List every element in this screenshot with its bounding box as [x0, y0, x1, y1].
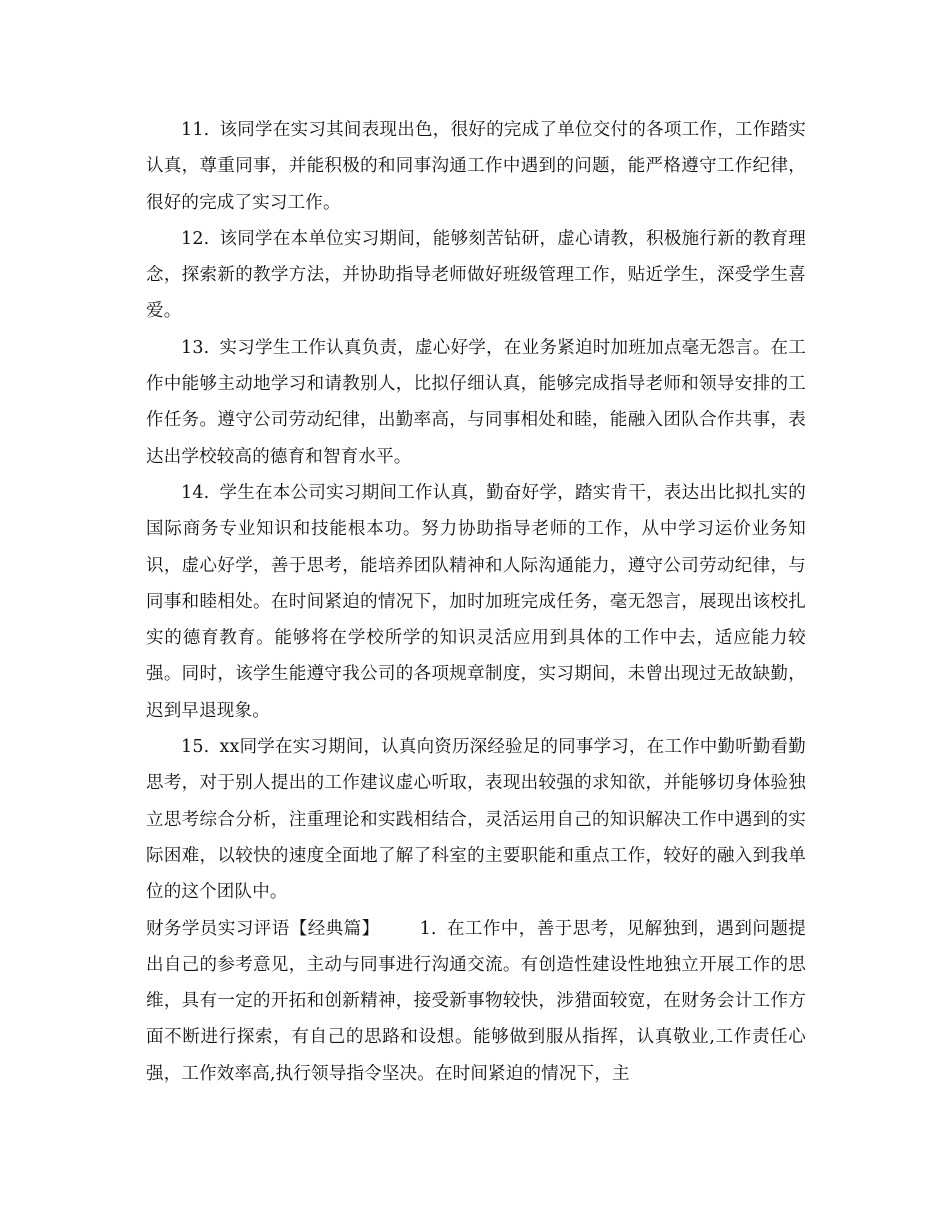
paragraph-text: 该同学在实习其间表现出色，很好的完成了单位交付的各项工作，工作踏实认真，尊重同事，并能积极的和同事沟通工作中遇到的问题，能严格遵守工作纪律，很好的完成了实习工作。: [146, 120, 806, 213]
document-page: [146, 112, 806, 1092]
paragraph-text: 实习学生工作认真负责，虚心好学，在业务紧迫时加班加点毫无怨言。在工作中能够主动地学习和请教别人，比拟仔细认真，能够完成指导老师和领导安排的工作任务。遵守公司劳动纪律，出勤率高，与同事相处和睦，能融入团队合作共事，表达出学校较高的德育和智育水平。: [146, 337, 806, 467]
section-finance-comments: [146, 911, 806, 1092]
paragraph-text: xx同学在实习期间，认真向资历深经验足的同事学习，在工作中勤听勤看勤思考，对于别人提出的工作建议虚心听取，表现出较强的求知欲，并能够切身体验独立思考综合分析，注重理论和实践相结合，灵活运用自己的知识解决工作中遇到的实际困难，以较快的速度全面地了解了科室的主要职能和重点工作，较好的融入到我单位的这个团队中。: [146, 737, 806, 903]
paragraph-12: [146, 221, 806, 330]
section-item-text: 在工作中，善于思考，见解独到，遇到问题提出自己的参考意见，主动与同事进行沟通交流。有创造性建设性地独立开展工作的思维，具有一定的开拓和创新精神，接受新事物较快，涉猎面较宽，在财务会计工作方面不断进行探索，有自己的思路和设想。能够做到服从指挥，认真敬业,工作责任心强，工作效率高,执行领导指令坚决。在时间紧迫的情况下，主: [146, 918, 806, 1084]
paragraph-number: 14.: [181, 482, 210, 503]
section-item-number: 1.: [419, 918, 437, 939]
paragraph-number: 15.: [181, 737, 210, 758]
paragraph-text: 该同学在本单位实习期间，能够刻苦钻研，虚心请教，积极施行新的教育理念，探索新的教学方法，并协助指导老师做好班级管理工作，贴近学生，深受学生喜爱。: [146, 228, 806, 322]
paragraph-11: [146, 112, 806, 221]
paragraph-13: [146, 330, 806, 475]
paragraph-14: [146, 475, 806, 729]
section-heading: 财务学员实习评语【经典篇】: [146, 918, 380, 939]
paragraph-15: [146, 729, 806, 910]
paragraph-number: 12.: [181, 228, 210, 249]
paragraph-text: 学生在本公司实习期间工作认真，勤奋好学，踏实肯干，表达出比拟扎实的国际商务专业知识和技能根本功。努力协助指导老师的工作，从中学习运价业务知识，虚心好学，善于思考，能培养团队精神和人际沟通能力，遵守公司劳动纪律，与同事和睦相处。在时间紧迫的情况下，加时加班完成任务，毫无怨言，展现出该校扎实的德育教育。能够将在学校所学的知识灵活应用到具体的工作中去，适应能力较强。同时，该学生能遵守我公司的各项规章制度，实习期间，未曾出现过无故缺勤，迟到早退现象。: [146, 482, 806, 721]
paragraph-number: 13.: [181, 337, 210, 358]
paragraph-number: 11.: [181, 120, 210, 140]
